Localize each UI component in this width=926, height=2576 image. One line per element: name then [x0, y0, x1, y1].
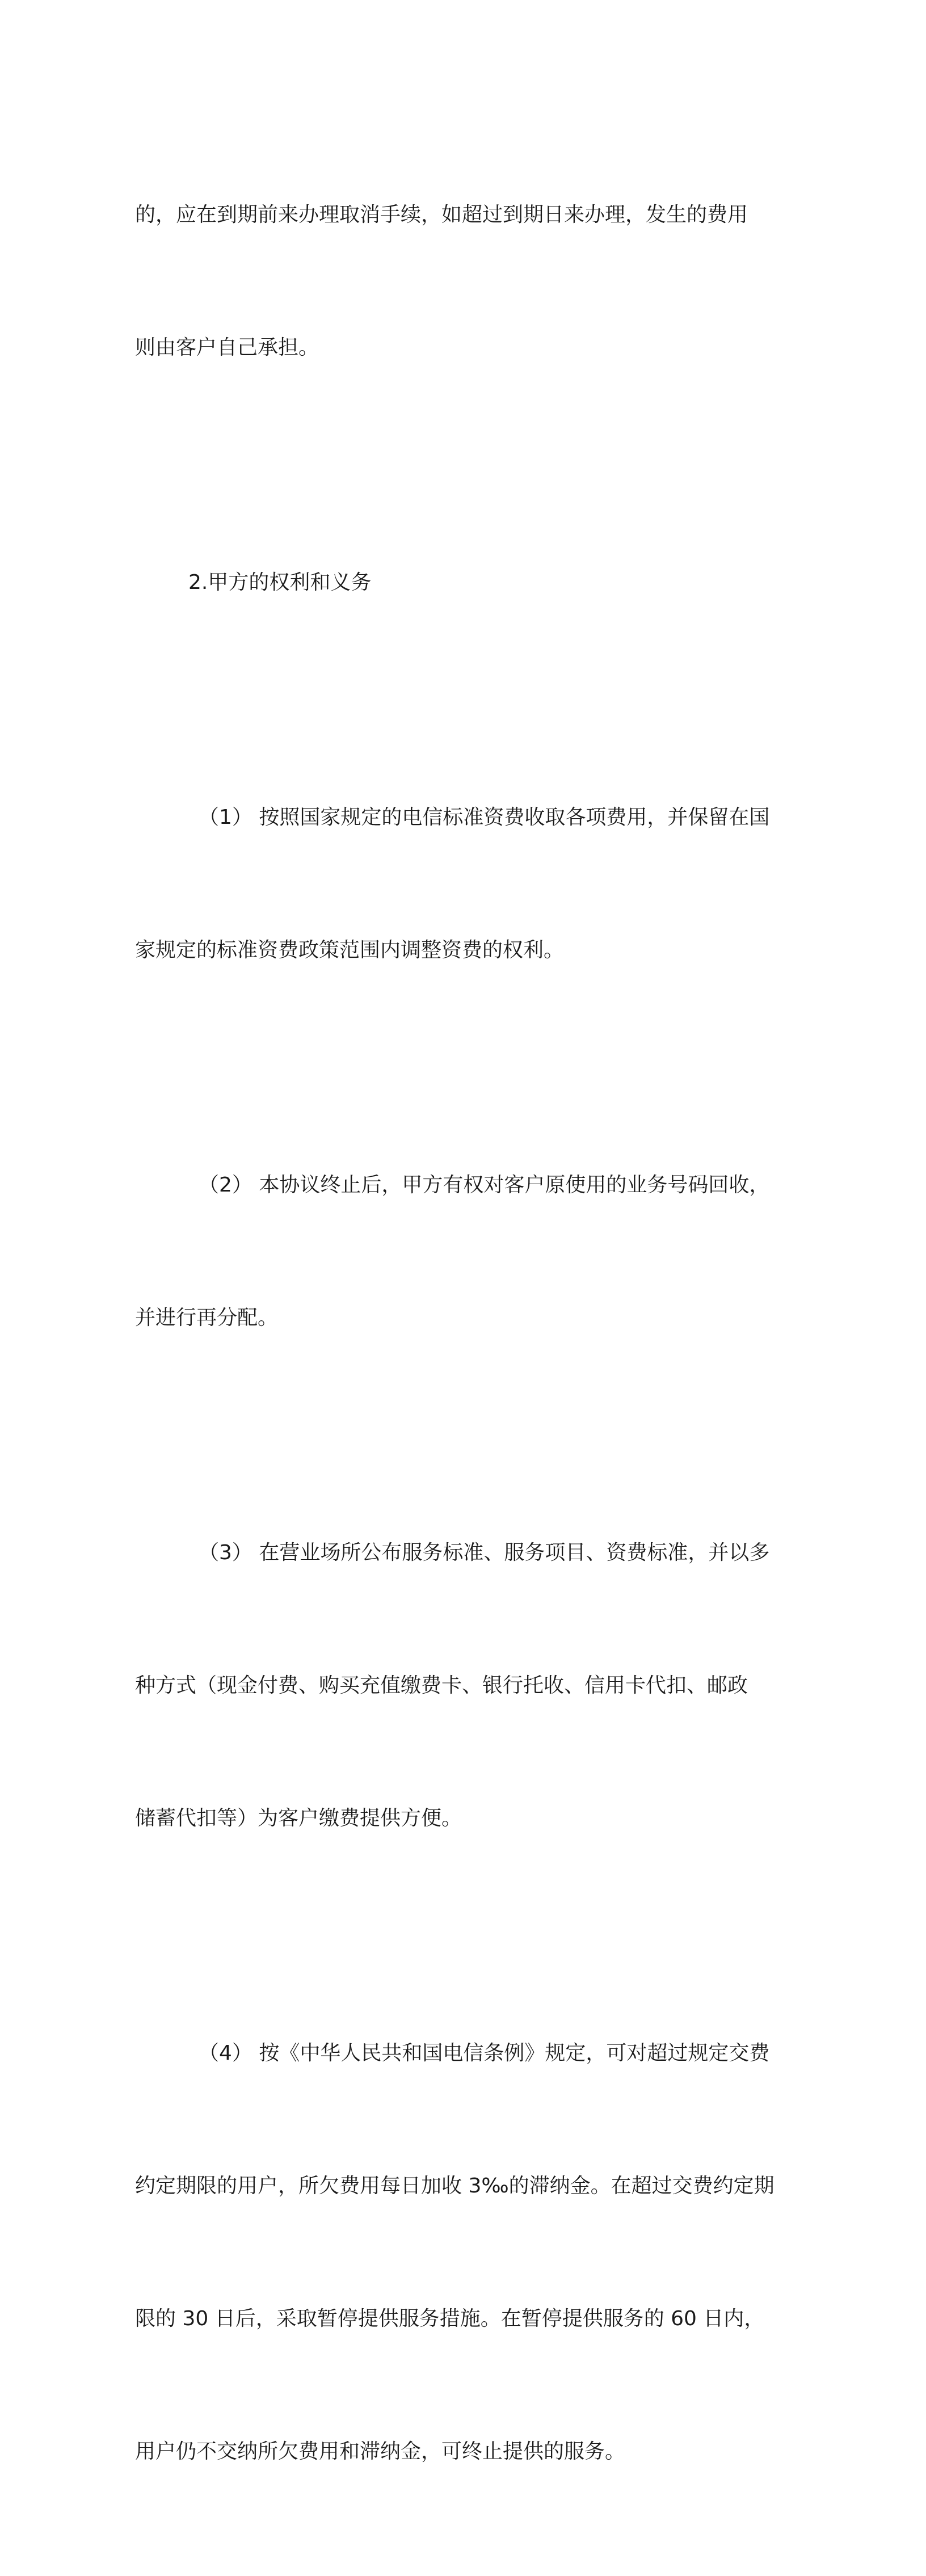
text-line: （3） 在营业场所公布服务标准、服务项目、资费标准，并以多	[199, 1541, 770, 1564]
list-item-3	[135, 1442, 793, 1929]
text-line: 储蓄代扣等）为客户缴费提供方便。	[135, 1807, 462, 1830]
text-line: 种方式（现金付费、购买充值缴费卡、银行托收、信用卡代扣、邮政	[135, 1674, 748, 1697]
text-line: 则由客户自己承担。	[135, 336, 319, 359]
heading-line: 2.甲方的权利和义务	[188, 571, 372, 594]
section-heading	[135, 472, 793, 693]
text-line: （1） 按照国家规定的电信标准资费收取各项费用，并保留在国	[199, 806, 770, 829]
list-item-1	[135, 707, 793, 1061]
list-item-2	[135, 1075, 793, 1429]
list-item-4	[135, 1943, 793, 2562]
text-line: 家规定的标准资费政策范围内调整资费的权利。	[135, 938, 565, 962]
text-line: 并进行再分配。	[135, 1306, 279, 1329]
text-line: （4） 按《中华人民共和国电信条例》规定，可对超过规定交费	[199, 2042, 770, 2065]
text-line: 的，应在到期前来办理取消手续，如超过到期日来办理，发生的费用	[135, 203, 748, 226]
text-line: 用户仍不交纳所欠费用和滞纳金，可终止提供的服务。	[135, 2440, 626, 2463]
text-line: （2） 本协议终止后，甲方有权对客户原使用的业务号码回收，	[199, 1173, 770, 1197]
paragraph-continuation	[135, 104, 793, 458]
text-line: 限的 30 日后，采取暂停提供服务措施。在暂停提供服务的 60 日内，	[135, 2307, 765, 2330]
document-body	[135, 104, 793, 2576]
text-line: 约定期限的用户，所欠费用每日加收 3‰的滞纳金。在超过交费约定期	[135, 2174, 775, 2198]
